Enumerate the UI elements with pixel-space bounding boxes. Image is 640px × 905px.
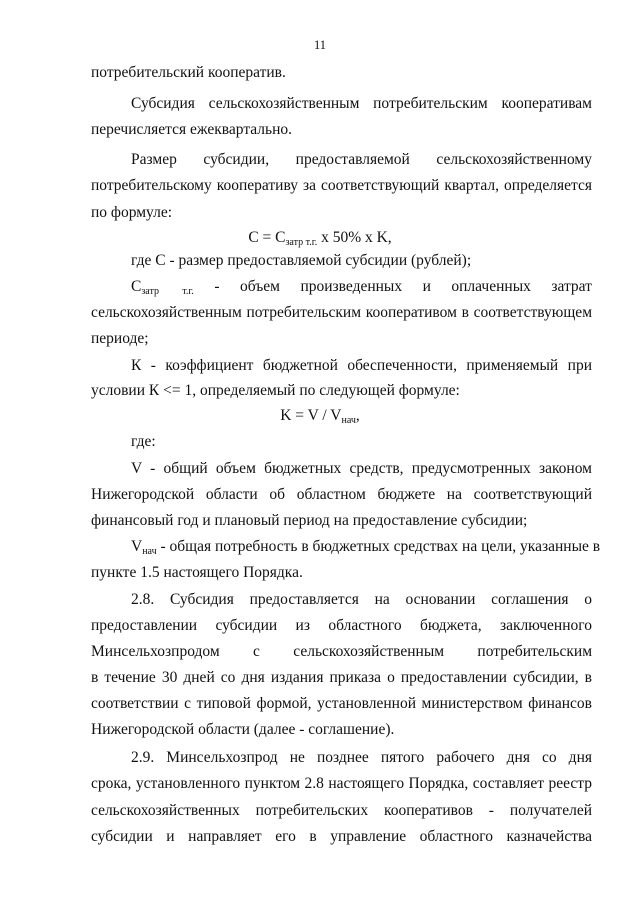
dash: - (214, 278, 220, 295)
text-line: К - коэффициент бюджетной обеспеченности, применяемый при (131, 357, 592, 374)
text-line: Нижегородской области об областном бюджете на соответствующий (91, 486, 592, 503)
vnach-definition-line: $V_{нач}$ - общая потребность в бюджетных средствах на цели, указанные в (131, 538, 601, 557)
word: оплаченных (451, 278, 531, 295)
text-line: субсидии и направляет его в управление областного казначейства (91, 828, 592, 845)
text-line: потребительскому кооперативу за соответствующий квартал, определяется (91, 177, 592, 194)
text-line: Нижегородской области (далее - соглашение). (91, 721, 395, 738)
text-line: сельскохозяйственным потребительским кооперативом в соответствующем (91, 304, 592, 321)
text-line: где С - размер предоставляемой субсидии (рублей); (131, 252, 472, 269)
text-line: финансовый год и плановый период на предоставление субсидии; (91, 512, 528, 529)
text-line: пункте 1.5 настоящего Порядка. (91, 564, 303, 581)
formula-subscript: затр т.г. (285, 237, 318, 248)
text-line: периоде; (91, 330, 149, 347)
text-line: в течение 30 дней со дня издания приказа о предоставлении субсидии, в (91, 669, 592, 686)
text-line: условии К <= 1, определяемый по следующей формуле: (91, 382, 460, 399)
text-line: Минсельхозпродом с сельскохозяйственным потребительским (91, 643, 592, 660)
formula-rhs: х 50% х K, (317, 229, 392, 246)
page-number: 11 (313, 38, 327, 52)
text-line: где: (131, 433, 156, 450)
text-line: сельскохозяйственных потребительских кооперативов - получателей (91, 802, 592, 819)
word: и (422, 278, 431, 295)
text-line: потребительский кооператив. (91, 64, 286, 81)
word: затрат (551, 278, 592, 295)
formula-subscript: нач (341, 415, 356, 426)
formula-lhs: K = V / V (280, 407, 342, 424)
formula-coefficient (0, 406, 640, 426)
text-line: Субсидия сельскохозяйственным потребительским кооперативам (131, 95, 592, 112)
text-line: соответствии с типовой формой, установленной министерством финансов (91, 695, 592, 712)
text-line: перечисляется ежеквартально. (91, 121, 293, 138)
formula-rhs: , (355, 407, 360, 424)
text-line: срока, установленного пунктом 2.8 настоящего Порядка, составляет реестр (91, 775, 592, 792)
text-line: V - общий объем бюджетных средств, предусмотренных законом (131, 460, 592, 477)
text-line: по формуле: (91, 204, 173, 221)
formula-subsidy (0, 228, 640, 248)
text-line: 2.9. Минсельхозпрод не позднее пятого рабочего дня со дня (131, 749, 592, 766)
czatr-symbol: $С_{затр}$ $_{т.г.}$ (131, 278, 194, 297)
text-line: Размер субсидии, предоставляемой сельскохозяйственному (131, 151, 592, 168)
text-line: предоставлении субсидии из областного бюджета, заключенного (91, 617, 592, 634)
formula-lhs: С = С (248, 229, 286, 246)
word: произведенных (300, 278, 403, 295)
czatr-definition-line (131, 277, 592, 297)
text-line: 2.8. Субсидия предоставляется на основании соглашения о (131, 591, 592, 608)
word: объем (239, 278, 280, 295)
